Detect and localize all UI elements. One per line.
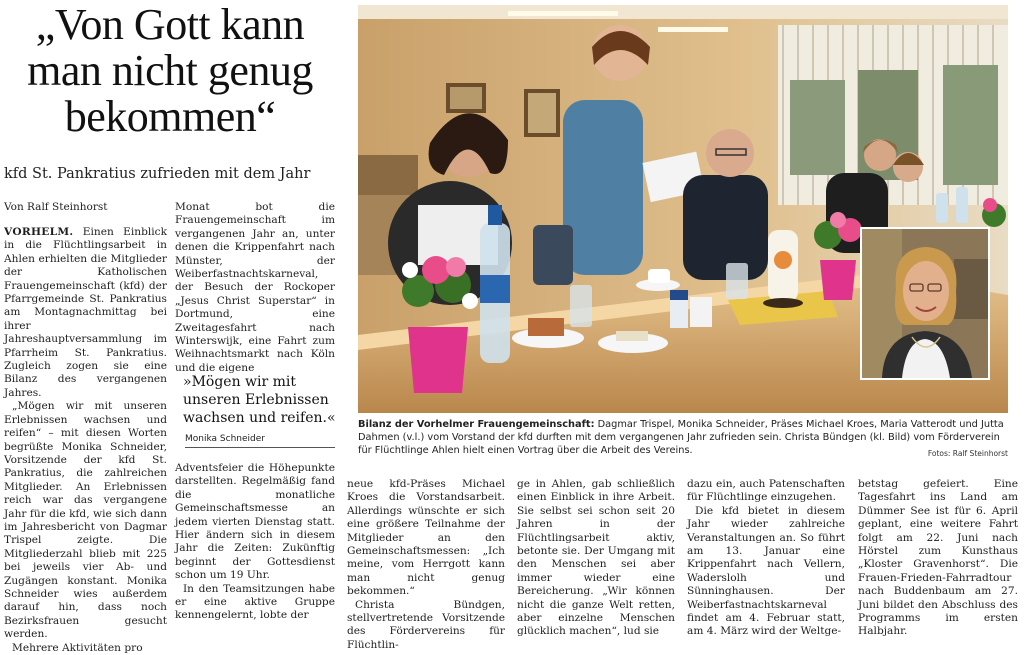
caption-lead: Bilanz der Vorhelmer Frauengemeinschaft: bbox=[358, 419, 595, 430]
byline: Von Ralf Steinhorst bbox=[4, 201, 108, 213]
photo-credit: Fotos: Ralf Steinhorst bbox=[927, 449, 1008, 458]
paragraph: Monat bot die Frauengemeinschaft im vergangenen Jahr an, unter denen die Krippenfahrt nach Münster, der Weiberfastnachtskarneval, der Besuch der Rockoper „Jesus Christ Superstar“ in Dortmund, eine Zweitagesfahrt nach Winterswijk, eine Fahrt zum Weihnachtsmarkt nach Köln und die eigene bbox=[175, 201, 335, 374]
subheadline: kfd St. Pankratius zufrieden mit dem Jahr bbox=[4, 166, 311, 182]
caption-text: Dagmar Trispel, Monika Schneider, Präses Michael Kroes, Maria Vatterodt und Jutta Dahmen (v.l.) vom Vorstand der kfd durften mit dem vergangenen Jahr zufrieden sein. Christa Bündgen (kl. Bild) vom Förderverein für Flüchtlinge Ahlen hielt einen Vortrag über die Arbeit des Vereins. bbox=[358, 419, 1004, 456]
article-column-5 bbox=[687, 478, 845, 639]
paragraph: Die kfd bietet in diesem Jahr wieder zahlreiche Veranstaltungen an. So führt am 13. Januar eine Krippenfahrt nach Vellern, Waderslolh und Sünninghausen. Der Weiberfastnachtskarneval findet am 4. Februar statt, am 4. März wird der Weltge- bbox=[687, 504, 845, 638]
paragraph: „Mögen wir mit unseren Erlebnissen wachsen und reifen“ – mit diesen Worten begrüßte Monika Schneider, Vorsitzende der kfd St. Pankratius, die zahlreichen Mitglieder. An Erlebnissen reich war das vergangene Jahr für die kfd, wie sich dann im Jahresbericht von Dagmar Trispel zeigte. Die Mitgliederzahl blieb mit 225 bei jeweils vier Ab- und Zugängen konstant. Monika Schneider wies außerdem darauf hin, dass noch Bezirksfrauen gesucht werden. bbox=[4, 400, 167, 641]
article-column-1 bbox=[4, 226, 167, 655]
paragraph: Mehrere Aktivitäten pro bbox=[12, 641, 143, 654]
inset-portrait-photo bbox=[860, 227, 990, 380]
inset-portrait-illustration bbox=[862, 229, 988, 378]
paragraph: Christa Bündgen, stellvertretende Vorsitzende des Fördervereins für Flüchtlin- bbox=[347, 598, 505, 651]
paragraph: betstag gefeiert. Eine Tagesfahrt ins Land am Dümmer See ist für 6. April geplant, eine weitere Fahrt folgt am 22. Juni nach Hörstel zum Kunsthaus „Kloster Gravenhorst“. Die Frauen-Frieden-Fahrradtour nach Buddenbaum am 27. Juni bildet den Abschluss des Programms im ersten Halbjahr. bbox=[858, 478, 1018, 638]
paragraph: dazu ein, auch Patenschaften für Flüchtlinge einzugehen. bbox=[687, 478, 845, 504]
pull-quote: »Mögen wir mit unseren Erlebnissen wachsen und reifen.« bbox=[183, 374, 336, 426]
paragraph: ge in Ahlen, gab schließlich einen Einblick in ihre Arbeit. Sie selbst sei schon seit 20 Jahren in der Flüchtlingsarbeit aktiv, betonte sie. Der Umgang mit den Menschen sei aber immer wieder eine Bereicherung. „Wir können nicht die ganze Welt retten, aber einzelne Menschen glücklich machen“, lud sie bbox=[517, 478, 675, 638]
article-column-3 bbox=[347, 478, 505, 652]
paragraph: Einen Einblick in die Flüchtlingsarbeit in Ahlen erhielten die Mitglieder der Katholischen Frauengemeinschaft (kfd) der Pfarrgemeinde St. Pankratius am Montagnachmittag bei ihrer Jahreshauptversammlung im Pfarrheim St. Pankratius. Zugleich zogen sie eine Bilanz des vergangenen Jahres. bbox=[4, 226, 167, 399]
article-column-6 bbox=[858, 478, 1018, 639]
article-column-4 bbox=[517, 478, 675, 639]
paragraph: In den Teamsitzungen habe er eine aktive Gruppe kennengelernt, lobte der bbox=[175, 582, 335, 622]
paragraph: Adventsfeier die Höhepunkte darstellten. Regelmäßig fand die monatliche Gemeinschaftsmesse an jedem vierten Dienstag statt. Hier ändern sich in diesem Jahr die Zeiten: Zukünftig beginnt der Gottesdienst schon um 19 Uhr. bbox=[175, 462, 335, 582]
article-column-2-bottom bbox=[175, 462, 335, 623]
dateline: VORHELM. bbox=[4, 226, 74, 238]
headline: „Von Gott kann man nicht genug bekommen“ bbox=[27, 0, 313, 141]
pull-quote-author: Monika Schneider bbox=[185, 434, 335, 448]
paragraph: neue kfd-Präses Michael Kroes die Vorstandsarbeit. Allerdings wünschte er sich eine größere Teilnahme der Mitglieder an den Gemeinschaftsmessen: „Ich meine, vom Herrgott kann man nicht genug bekommen.“ bbox=[347, 478, 505, 598]
article-column-2-top bbox=[175, 201, 335, 375]
